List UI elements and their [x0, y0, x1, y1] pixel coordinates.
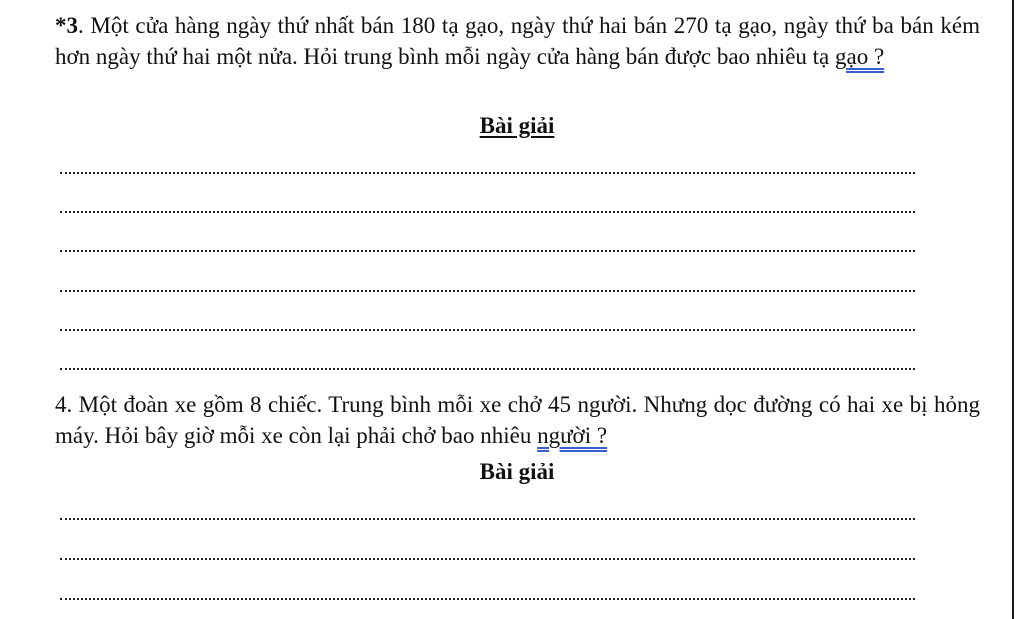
problem-3-underlined-tail: gạo ? — [835, 44, 885, 69]
answer-line[interactable] — [60, 172, 915, 174]
answer-line[interactable] — [60, 329, 915, 331]
problem-4-text — [55, 389, 980, 451]
answer-line[interactable] — [60, 558, 915, 560]
answer-line[interactable] — [60, 211, 915, 213]
answer-line[interactable] — [60, 290, 915, 292]
problem-3-body: . Một cửa hàng ngày thứ nhất bán 180 tạ gạo, ngày thứ hai bán 270 tạ gạo, ngày thứ ba bán kém hơn ngày thứ hai một nửa. Hỏi trung bình mỗi ngày cửa hàng bán được bao nhiêu tạ — [55, 13, 980, 69]
problem-3-solution-heading: Bài giải — [479, 113, 555, 138]
answer-line[interactable] — [60, 598, 915, 600]
answer-line[interactable] — [60, 518, 915, 520]
problem-4-solution-heading: Bài giải — [479, 459, 555, 484]
answer-line[interactable] — [60, 250, 915, 252]
answer-line[interactable] — [60, 368, 915, 370]
problem-3-number: *3 — [55, 13, 78, 38]
problem-4-body: 4. Một đoàn xe gồm 8 chiếc. Trung bình mỗi xe chở 45 người. Nhưng dọc đường có hai xe bị hỏng máy. Hỏi bây giờ mỗi xe còn lại phải chở bao nhiêu — [55, 392, 980, 448]
problem-4-underlined-tail: người ? — [537, 423, 608, 448]
problem-3-text — [55, 10, 980, 72]
page-right-border — [1012, 0, 1014, 619]
